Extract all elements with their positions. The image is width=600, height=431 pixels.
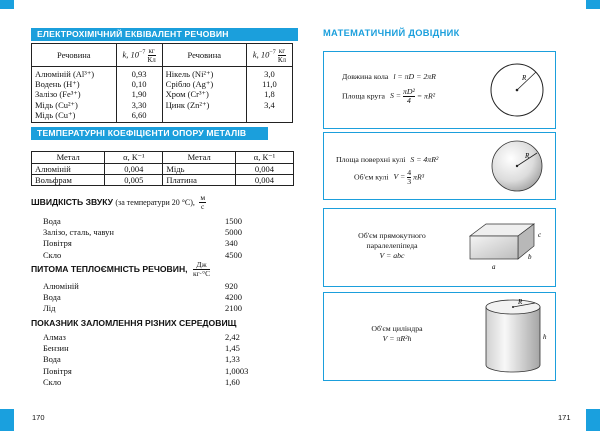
t2-header-metal-left: Метал — [32, 152, 105, 164]
box-volume-line2: паралелепіпеда — [366, 241, 418, 250]
box-card — [323, 208, 556, 287]
sound-unit-den: с — [201, 202, 205, 211]
box-volume-formula: V = abc — [379, 251, 405, 260]
cell: 1,8 — [246, 89, 292, 99]
top-left-tab — [0, 0, 14, 9]
table-row — [32, 79, 293, 89]
sphere-volume-rest: πR³ — [413, 172, 425, 182]
table-row — [32, 67, 293, 80]
t1-k-unit-2 — [278, 47, 286, 64]
list-item: Лід — [43, 303, 56, 314]
sound-unit-num: м — [200, 193, 206, 202]
list-item: Скло — [43, 249, 62, 260]
circle-area-label: Площа круга — [342, 91, 385, 101]
refraction-list — [43, 332, 72, 388]
list-value: 1500 — [225, 216, 242, 226]
cell: Нікель (Ni²⁺) — [162, 67, 246, 80]
table-row — [32, 110, 293, 123]
heat-unit — [193, 261, 210, 278]
sphere-r-label: R — [525, 152, 530, 160]
circumference-expr: l = πD = 2πR — [393, 72, 436, 81]
box-a-label: a — [492, 263, 496, 271]
heat-list — [43, 281, 79, 315]
page-number-left: 170 — [32, 413, 45, 422]
sphere-volume-v: V = — [393, 172, 406, 182]
box-volume-label — [342, 231, 442, 261]
cell: 0,004 — [235, 175, 293, 186]
section-title-electrochemical: ЕЛЕКТРОХІМІЧНИЙ ЕКВІВАЛЕНТ РЕЧОВИН — [31, 28, 298, 41]
circle-area-fraction — [403, 88, 415, 105]
cell: Вольфрам — [32, 175, 105, 186]
t1-k-unit-num-2: кг — [278, 46, 286, 55]
table-row — [32, 89, 293, 99]
cell: Водень (H⁺) — [32, 79, 117, 89]
t1-k-unit-num: кг — [148, 46, 155, 55]
list-item: Повітря — [43, 365, 72, 376]
circle-r-label: R — [522, 74, 527, 82]
sound-unit — [199, 194, 206, 211]
circle-area-formula — [342, 88, 435, 105]
temperature-coefficients-table — [31, 151, 294, 186]
list-value: 1,60 — [225, 376, 240, 387]
list-item: Алюміній — [43, 281, 79, 291]
t1-header-substance-right: Речовина — [162, 44, 246, 67]
cell: 0,005 — [105, 175, 163, 186]
sphere-volume-den: 3 — [407, 177, 412, 186]
t2-header-metal-right: Метал — [163, 152, 236, 164]
list-item: Бензин — [43, 343, 69, 354]
t1-k-unit-den: Кл — [147, 55, 156, 64]
list-value: 5000 — [225, 227, 242, 238]
cell — [162, 110, 246, 123]
box-volume-line1: Об'єм прямокутного — [358, 231, 426, 240]
box-b-label: b — [528, 253, 532, 261]
refraction-values — [225, 332, 248, 388]
heat-title — [31, 261, 210, 278]
cell: Цинк (Zn²⁺) — [162, 100, 246, 110]
section-title-temperature-coefficients: ТЕМПЕРАТУРНІ КОЕФІЦІЄНТИ ОПОРУ МЕТАЛІВ — [31, 127, 268, 140]
sound-title — [31, 194, 206, 211]
sphere-surface-expr: S = 4πR² — [410, 155, 439, 164]
t1-header-k-left — [116, 44, 162, 67]
list-item: Повітря — [43, 238, 72, 249]
cell: Платина — [163, 175, 236, 186]
cell: 6,60 — [116, 110, 162, 123]
sphere-surface-formula — [336, 155, 438, 165]
sphere-surface-label: Площа поверхні кулі — [336, 155, 406, 164]
cylinder-volume-formula: V = πR²h — [382, 334, 412, 343]
list-item: Вода — [43, 354, 61, 365]
cell: 0,004 — [105, 164, 163, 175]
circle-area-den: 4 — [406, 96, 411, 105]
list-value: 1,0003 — [225, 365, 249, 376]
sound-list — [43, 216, 114, 261]
top-right-tab — [586, 0, 600, 9]
circle-figure — [487, 60, 547, 120]
t1-k-label: k, 10 — [122, 48, 140, 59]
sound-title-text: ШВИДКІСТЬ ЗВУКУ — [31, 196, 113, 207]
refraction-title: ПОКАЗНИК ЗАЛОМЛЕННЯ РІЗНИХ СЕРЕДОВИЩ — [31, 318, 237, 328]
cylinder-body — [486, 307, 540, 372]
list-item: Вода — [43, 292, 61, 303]
cell: 1,90 — [116, 89, 162, 99]
sound-condition: (за температури 20 °С), — [115, 197, 195, 207]
table-row — [32, 175, 294, 186]
cell: 0,004 — [235, 164, 293, 175]
cell: Залізо (Fe³⁺) — [32, 89, 117, 99]
t1-k-exp-2: −7 — [269, 49, 276, 56]
list-item: Алмаз — [43, 332, 66, 342]
t2-header-alpha-left: α, К⁻¹ — [105, 152, 163, 164]
circle-area-s: S = — [389, 91, 402, 101]
cell: Алюміній (Al³⁺) — [32, 67, 117, 80]
sphere-volume-formula — [354, 169, 424, 186]
cell: 3,0 — [246, 67, 292, 80]
cell: Мідь — [163, 164, 236, 175]
electrochemical-table — [31, 43, 293, 123]
cell: 0,93 — [116, 67, 162, 80]
math-reference-title: МАТЕМАТИЧНИЙ ДОВІДНИК — [323, 28, 460, 38]
cylinder-card — [323, 292, 556, 381]
sound-values — [225, 216, 242, 261]
t1-header-k-right — [246, 44, 292, 67]
t2-header-alpha-right: α, К⁻¹ — [235, 152, 293, 164]
table-row — [32, 100, 293, 110]
circle-area-num: πD² — [403, 87, 415, 96]
circle-area-rest: = πR² — [416, 91, 436, 101]
cell: Хром (Cr³⁺) — [162, 89, 246, 99]
list-value: 2100 — [225, 303, 242, 314]
circumference-formula — [342, 72, 436, 82]
table-row — [32, 164, 294, 175]
list-value: 2,42 — [225, 332, 240, 342]
cell: Мідь (Cu⁺) — [32, 110, 117, 123]
cell — [246, 110, 292, 123]
page-number-right: 171 — [558, 413, 571, 422]
list-value: 4200 — [225, 292, 242, 303]
list-item: Залізо, сталь, чавун — [43, 227, 114, 238]
cell: Срібло (Ag⁺) — [162, 79, 246, 89]
t1-k-exp: −7 — [139, 49, 146, 56]
box-figure — [466, 219, 550, 279]
list-value: 1,33 — [225, 354, 240, 365]
sphere-volume-num: 4 — [407, 168, 412, 177]
sphere-figure — [487, 136, 547, 196]
list-value: 1,45 — [225, 343, 240, 354]
circle-card — [323, 51, 556, 129]
sphere-card — [323, 132, 556, 200]
list-value: 4500 — [225, 249, 242, 260]
bottom-right-tab — [586, 409, 600, 431]
cell: 0,10 — [116, 79, 162, 89]
cylinder-volume-line1: Об'єм циліндра — [371, 324, 423, 333]
heat-unit-num: Дж — [193, 261, 210, 270]
heat-values — [225, 281, 242, 315]
sphere-volume-fraction — [407, 169, 411, 186]
t1-header-substance-left: Речовина — [32, 44, 117, 67]
t1-k-label-2: k, 10 — [252, 48, 270, 59]
t1-k-unit-den-2: Кл — [277, 55, 287, 64]
box-front-face — [470, 236, 518, 259]
sphere-volume-label: Об'єм кулі — [354, 172, 389, 182]
cylinder-volume-label — [342, 324, 452, 344]
cylinder-r-label: R — [518, 298, 523, 306]
box-c-label: c — [538, 231, 542, 239]
list-value: 920 — [225, 281, 238, 291]
list-item: Скло — [43, 376, 62, 387]
cell: 11,0 — [246, 79, 292, 89]
cell: 3,4 — [246, 100, 292, 110]
circumference-label: Довжина кола — [342, 72, 389, 81]
list-item: Вода — [43, 216, 61, 226]
cylinder-figure — [476, 295, 556, 377]
list-value: 340 — [225, 238, 238, 249]
bottom-left-tab — [0, 409, 14, 431]
heat-title-text: ПИТОМА ТЕПЛОЄМНІСТЬ РЕЧОВИН, — [31, 263, 188, 274]
cell: Алюміній — [32, 164, 105, 175]
t1-k-unit — [148, 47, 156, 64]
cylinder-h-label: h — [543, 333, 547, 341]
cell: 3,30 — [116, 100, 162, 110]
heat-unit-den: кг·°С — [192, 269, 211, 278]
cell: Мідь (Cu²⁺) — [32, 100, 117, 110]
